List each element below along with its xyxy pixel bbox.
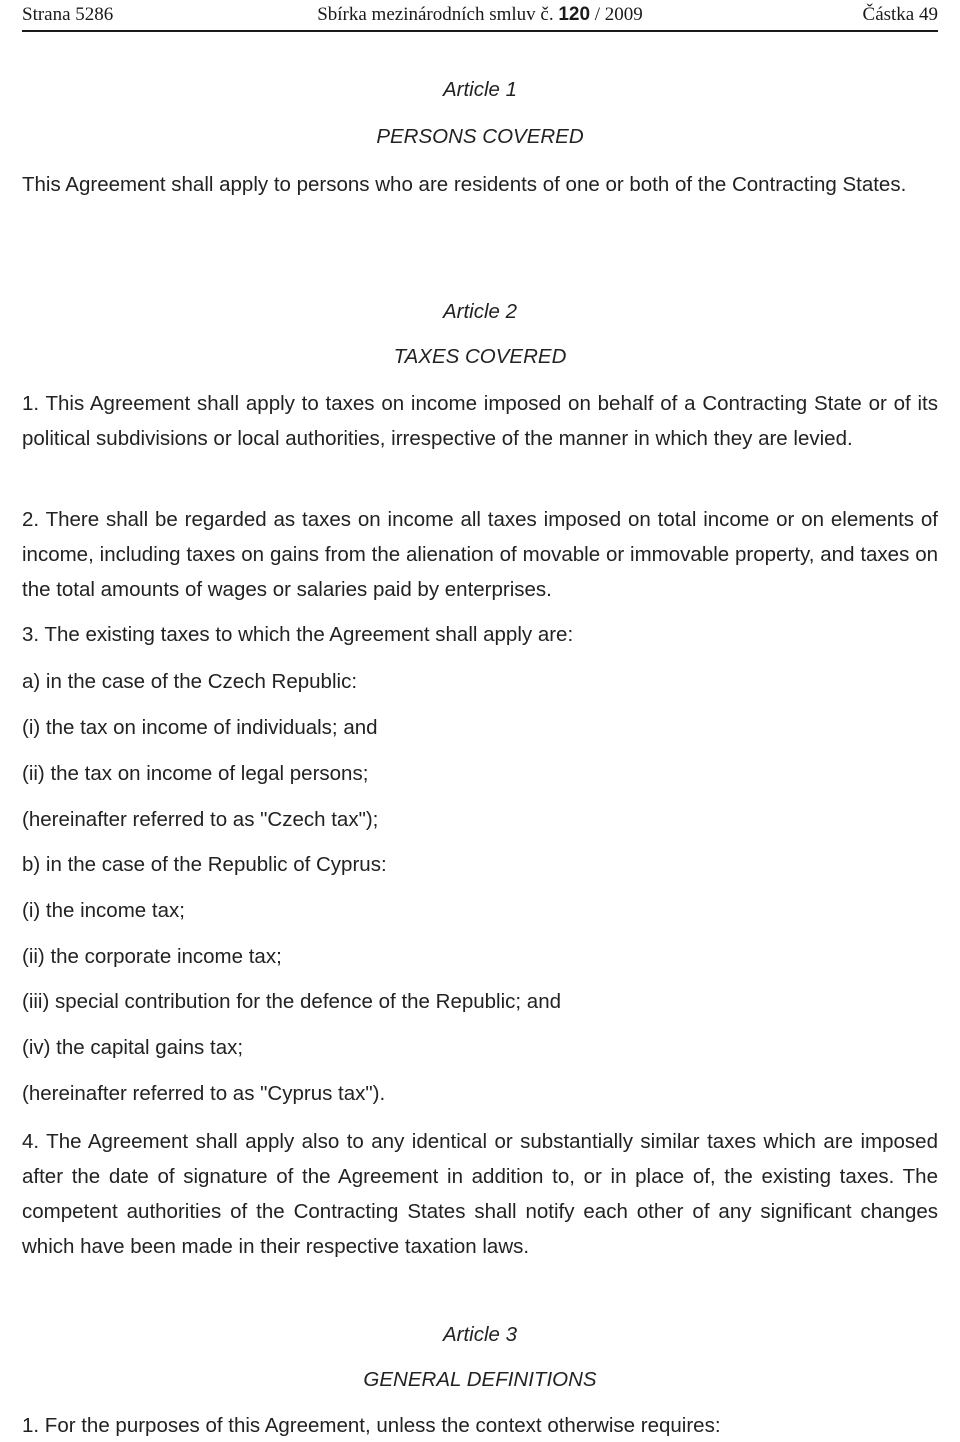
list-item-b: b) in the case of the Republic of Cyprus:: [22, 853, 387, 876]
page-number: Strana 5286: [22, 4, 114, 25]
article-3-paragraph-1: 1. For the purposes of this Agreement, unless the context otherwise requires:: [22, 1414, 721, 1437]
collection-year: / 2009: [594, 4, 643, 25]
collection-number: 120: [558, 4, 591, 25]
article-1-title: Article 1: [442, 78, 518, 101]
article-2-paragraph-2: 2. There shall be regarded as taxes on income all taxes imposed on total income or on elements of income, including taxes on gains from the alienation of movable or immovable property, and taxes on the total amounts of wages or salaries paid by enterprises.: [22, 508, 938, 601]
list-item-a-i: (i) the tax on income of individuals; and: [22, 716, 378, 739]
czech-tax-reference: (hereinafter referred to as "Czech tax");: [22, 808, 379, 831]
article-2-paragraph-3: 3. The existing taxes to which the Agreement shall apply are:: [22, 623, 574, 646]
list-item-a: a) in the case of the Czech Republic:: [22, 670, 358, 693]
article-2-title: Article 2: [442, 300, 518, 323]
article-1-text: This Agreement shall apply to persons who are residents of one or both of the Contracting States.: [22, 173, 907, 196]
article-1-subtitle: PERSONS COVERED: [376, 125, 584, 148]
list-item-b-iii: (iii) special contribution for the defence of the Republic; and: [22, 990, 562, 1013]
article-2-paragraph-1: 1. This Agreement shall apply to taxes on income imposed on behalf of a Contracting State or of its political subdivisions or local authorities, irrespective of the manner in which they are levied.: [22, 392, 938, 450]
part-number: Částka 49: [862, 4, 938, 25]
list-item-b-i: (i) the income tax;: [22, 899, 185, 922]
page-header: [22, 0, 938, 32]
list-item-a-ii: (ii) the tax on income of legal persons;: [22, 762, 369, 785]
list-item-b-ii: (ii) the corporate income tax;: [22, 945, 282, 968]
list-item-b-iv: (iv) the capital gains tax;: [22, 1036, 244, 1059]
article-2-paragraph-4: 4. The Agreement shall apply also to any identical or substantially similar taxes which are imposed after the date of signature of the Agreement in addition to, or in place of, the existing taxes. The competent authorities of the Contracting States shall notify each other of any significant changes which have been made in their respective taxation laws.: [22, 1130, 938, 1258]
collection-title: [22, 4, 938, 26]
collection-prefix: Sbírka mezinárodních smluv č.: [317, 4, 554, 25]
article-3-subtitle: GENERAL DEFINITIONS: [363, 1368, 597, 1391]
article-3-title: Article 3: [442, 1323, 518, 1346]
article-2-subtitle: TAXES COVERED: [393, 345, 567, 368]
cyprus-tax-reference: (hereinafter referred to as "Cyprus tax").: [22, 1082, 386, 1105]
